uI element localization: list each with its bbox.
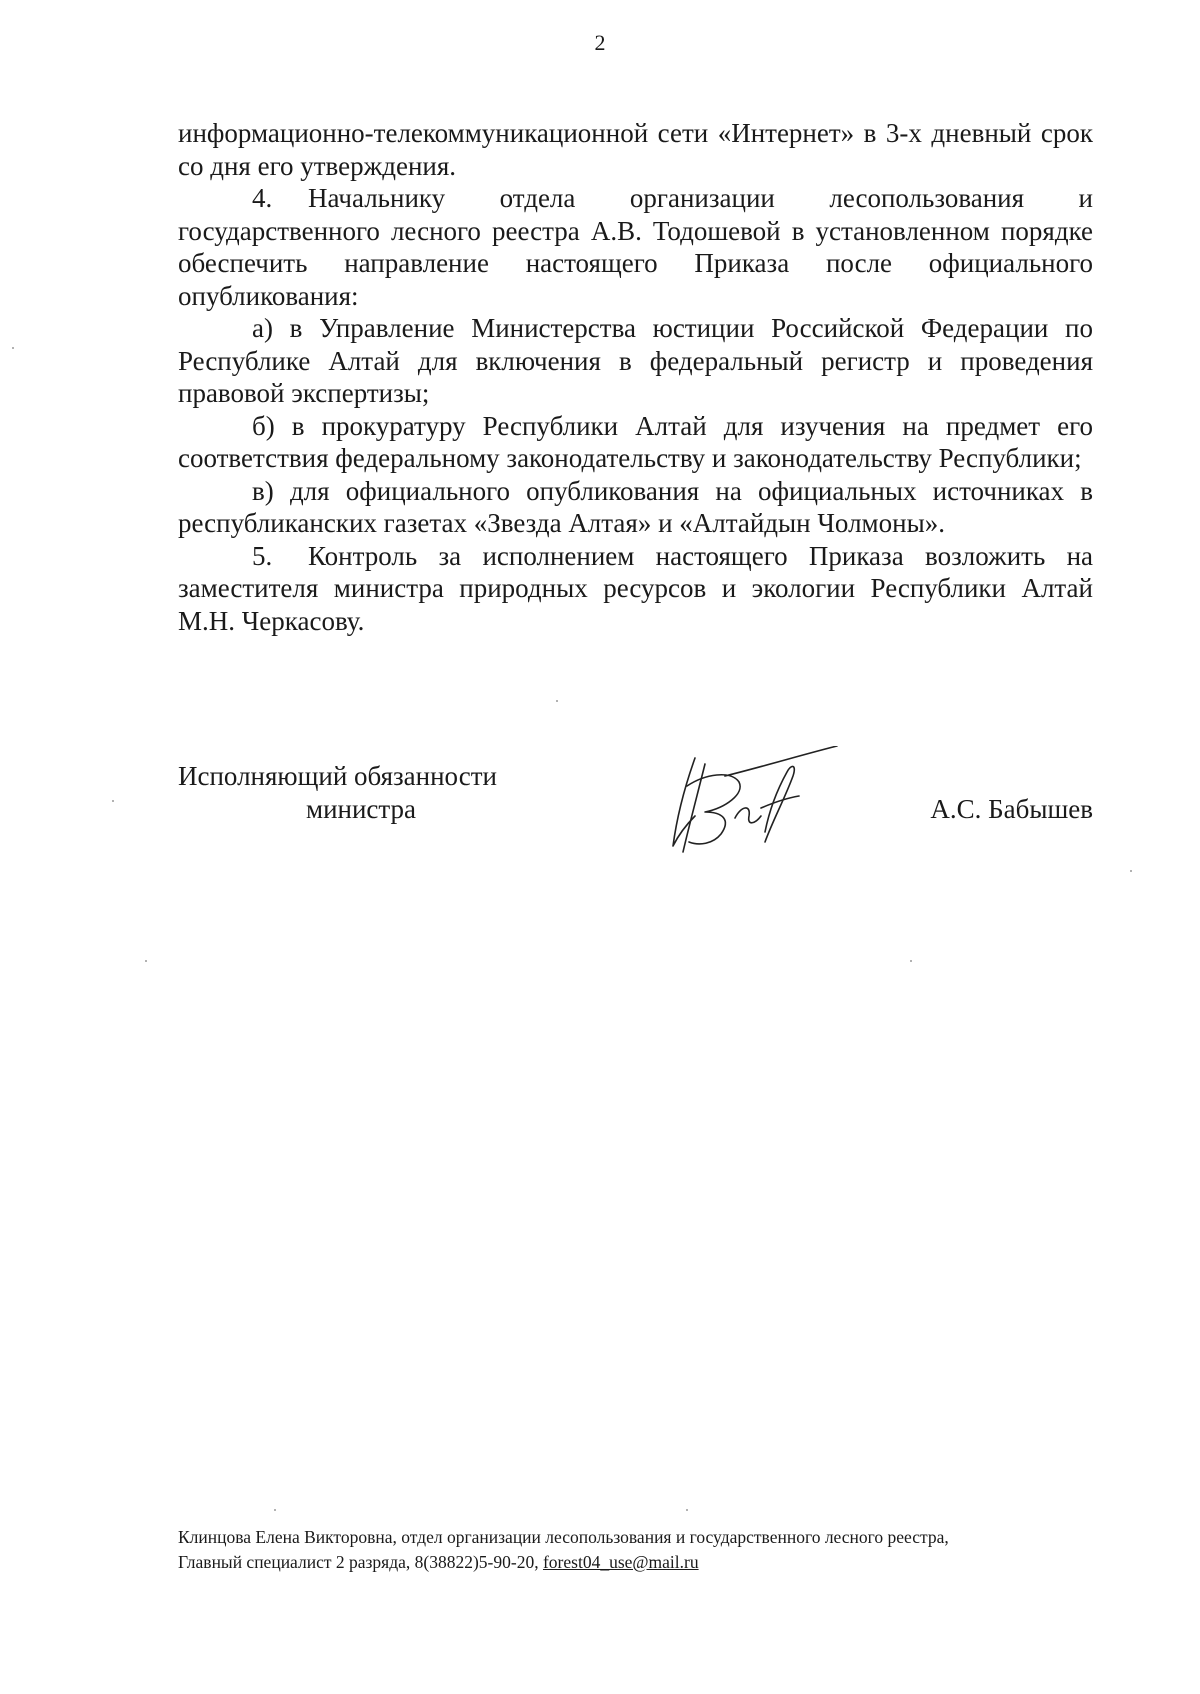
handwritten-signature <box>665 746 845 856</box>
paragraph-4a: а) в Управление Министерства юстиции Российской Федерации по Республике Алтай для включения в федеральный регистр и проведения правовой экспертизы; <box>178 313 1093 408</box>
signatory-title-line2: министра <box>306 794 417 824</box>
paragraph-4-number: 4. <box>252 183 273 213</box>
scan-speck <box>145 960 147 962</box>
scan-speck <box>274 1509 276 1511</box>
email-link[interactable]: forest04_use@mail.ru <box>542 1552 699 1572</box>
footer-line-1: Клинцова Елена Викторовна, отдел организации лесопользования и государственного лесного реестра, <box>178 1527 949 1547</box>
page-number: 2 <box>594 30 606 55</box>
scan-speck <box>112 800 114 802</box>
scan-speck <box>12 347 14 349</box>
paragraph-4 <box>178 182 1093 312</box>
contact-footer <box>178 1525 1093 1575</box>
signature-block <box>178 760 1093 870</box>
footer-line-2 <box>178 1550 1093 1575</box>
paragraph-4c: в) для официального опубликования на официальных источниках в республиканских газетах «Звезда Алтая» и «Алтайдын Чолмоны». <box>178 475 1093 538</box>
signatory-title <box>178 760 497 826</box>
scan-speck <box>556 700 558 702</box>
scan-speck <box>910 960 912 962</box>
paragraph-intro: информационно-телекоммуникационной сети «Интернет» в 3-х дневный срок со дня его утверждения. <box>178 118 1093 181</box>
paragraph-5-text: Контроль за исполнением настоящего Приказа возложить на заместителя министра природных ресурсов и экологии Республики Алтай М.Н. Черкасову. <box>178 540 1093 636</box>
document-body <box>178 117 1093 637</box>
paragraph-4b: б) в прокуратуру Республики Алтай для изучения на предмет его соответствия федеральному законодательству и законодательству Республики; <box>178 410 1093 473</box>
paragraph-4-text: Начальнику отдела организации лесопользования и государственного лесного реестра А.В. Тодошевой в установленном порядке обеспечить направление настоящего Приказа после официального опубликования: <box>178 183 1093 311</box>
paragraph-5-number: 5. <box>252 540 273 571</box>
scan-speck <box>686 1509 688 1511</box>
signatory-name: А.С. Бабышев <box>930 794 1093 824</box>
scan-speck <box>1130 870 1132 872</box>
footer-contact-text: Главный специалист 2 разряда, 8(38822)5-90-20, <box>178 1552 539 1572</box>
paragraph-5 <box>178 540 1093 638</box>
signatory-title-line1: Исполняющий обязанности <box>178 761 497 791</box>
